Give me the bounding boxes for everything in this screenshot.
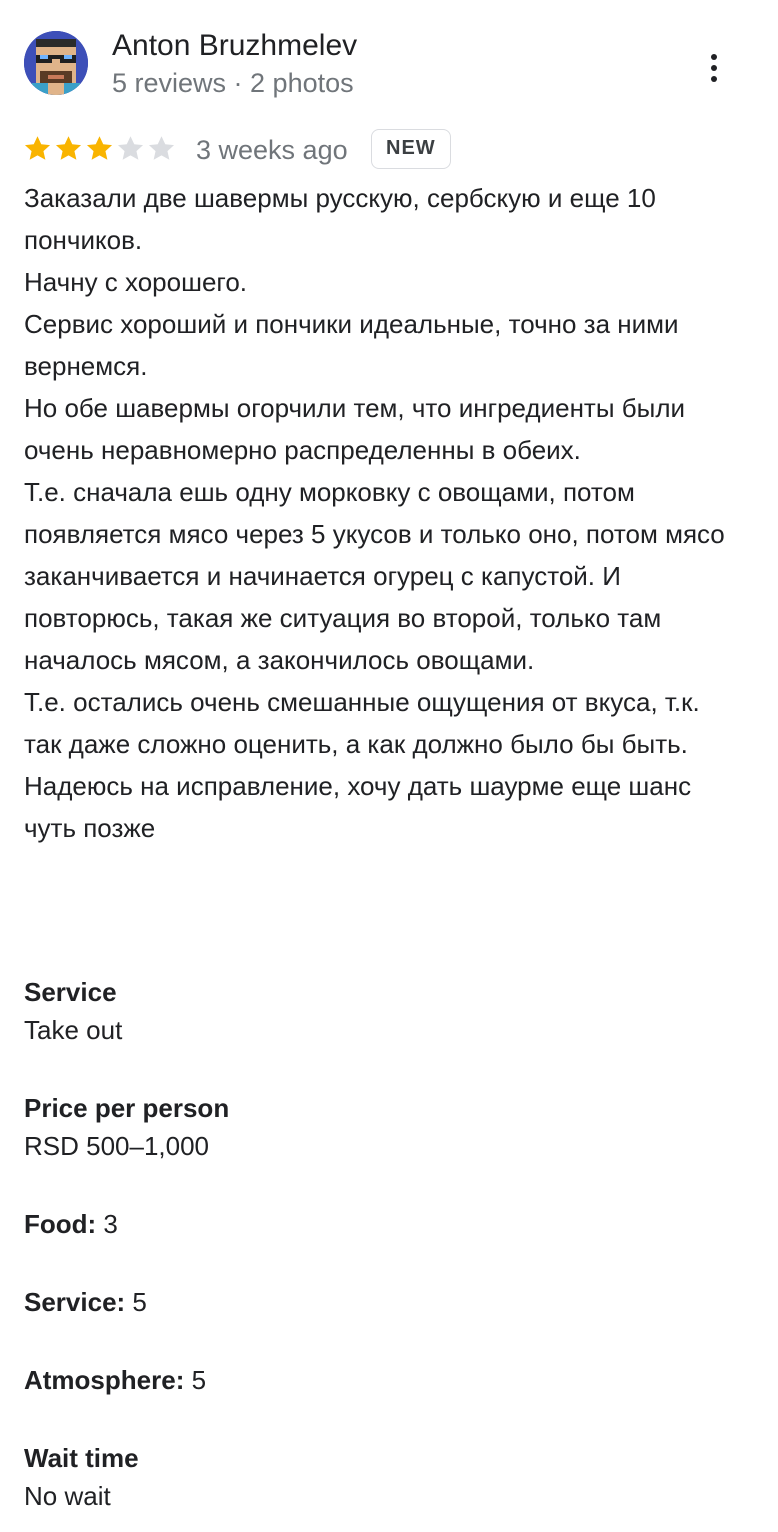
review-paragraph: Т.е. остались очень смешанные ощущения от вкуса, т.к. так даже сложно оценить, а как должно было бы быть. bbox=[24, 687, 700, 759]
attr-wait bbox=[24, 1439, 744, 1515]
attr-food-label: Food: bbox=[24, 1209, 97, 1239]
review-text bbox=[24, 177, 744, 849]
attr-service-title: Service bbox=[24, 977, 117, 1007]
attr-atmosphere-value: 5 bbox=[191, 1365, 207, 1395]
attr-price-value: RSD 500–1,000 bbox=[24, 1131, 210, 1161]
reviewer-name[interactable]: Anton Bruzhmelev bbox=[112, 29, 358, 62]
star-icon bbox=[22, 133, 53, 164]
review-paragraph: Сервис хороший и пончики идеальные, точно за ними вернемся. bbox=[24, 309, 679, 381]
more-vert-icon[interactable] bbox=[692, 46, 736, 90]
attr-price-title: Price per person bbox=[24, 1093, 230, 1123]
attr-wait-value: No wait bbox=[24, 1481, 111, 1511]
review-time: 3 weeks ago bbox=[196, 135, 348, 165]
attr-service-rating-label: Service: bbox=[24, 1287, 126, 1317]
attr-price bbox=[24, 1089, 744, 1165]
attr-service-rating-value: 5 bbox=[132, 1287, 147, 1317]
attr-wait-title: Wait time bbox=[24, 1443, 139, 1473]
attr-food bbox=[24, 1205, 744, 1243]
attr-service bbox=[24, 973, 744, 1049]
attr-service-value: Take out bbox=[24, 1015, 123, 1045]
review-attributes bbox=[24, 973, 744, 1515]
attr-atmosphere bbox=[24, 1361, 744, 1399]
star-icon bbox=[53, 133, 84, 164]
new-badge: NEW bbox=[371, 129, 451, 169]
review-paragraph: Т.е. сначала ешь одну морковку с овощами, потом появляется мясо через 5 укусов и только оно, потом мясо заканчивается и начинается огурец с капустой. И повторюсь, такая же ситуация во второй, только там началось мясом, а закончилось овощами. bbox=[24, 477, 725, 675]
review-paragraph: Надеюсь на исправление, хочу дать шаурме еще шанс чуть позже bbox=[24, 771, 692, 843]
reviewer-meta: 5 reviews · 2 photos bbox=[112, 68, 354, 98]
star-icon bbox=[115, 133, 146, 164]
review-paragraph: Начну с хорошего. bbox=[24, 267, 248, 297]
star-icon bbox=[146, 133, 177, 164]
avatar[interactable] bbox=[24, 31, 88, 95]
review-paragraph: Заказали две шавермы русскую, сербскую и еще 10 пончиков. bbox=[24, 183, 656, 255]
attr-atmosphere-label: Atmosphere: bbox=[24, 1365, 185, 1395]
star-rating bbox=[22, 133, 177, 164]
review-paragraph: Но обе шавермы огорчили тем, что ингредиенты были очень неравномерно распределенны в обеих. bbox=[24, 393, 686, 465]
attr-service-rating bbox=[24, 1283, 744, 1321]
star-icon bbox=[84, 133, 115, 164]
attr-food-value: 3 bbox=[103, 1209, 118, 1239]
